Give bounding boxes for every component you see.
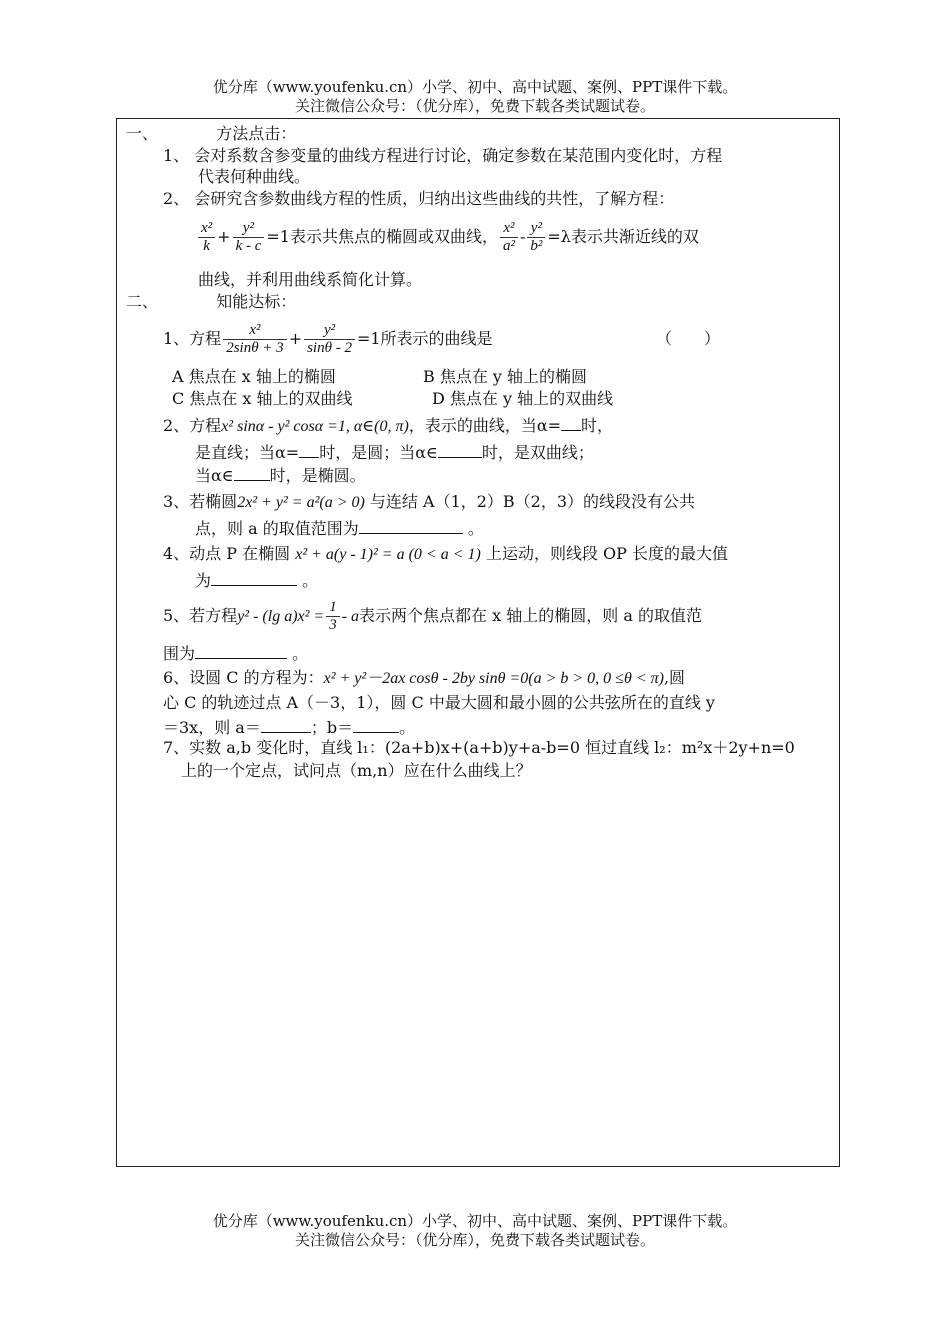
q1-answer-paren: （ ） xyxy=(656,329,721,348)
footer-line-2: 关注微信公众号：（优分库），免费下载各类试题试卷。 xyxy=(294,1231,655,1249)
question-3-line-2: 点，则 a 的取值范围为 。 xyxy=(195,519,484,538)
header-line-1: 优分库（www.youfenku.cn）小学、初中、高中试题、案例、PPT课件下载。 xyxy=(212,78,738,96)
eq1-fraction-a: $\frac{\text{x²}}{k}$ xyxy=(198,220,215,255)
question-4-line-2: 为 。 xyxy=(195,571,319,590)
eq1-fraction-b: $\frac{\text{y²}}{k - c}$ xyxy=(233,220,265,255)
question-2-line-1: 2、方程x² sinα - y² cosα =1, α∈(0, π)，表示的曲线，当α= 时， xyxy=(163,416,614,435)
q3-equation: 2x² + y² = a²(a > 0) xyxy=(237,494,365,511)
question-7-line-1: 7、实数 a,b 变化时，直线 l₁：(2a+b)x+(a+b)y+a-b=0 恒过直线 l₂：m²x＋2y+n=0 xyxy=(163,738,795,757)
question-2-line-2: 是直线；当α= 时，是圆；当α∈ 时，是双曲线； xyxy=(195,443,594,462)
q2-blank-1[interactable] xyxy=(561,414,581,431)
q1-option-d: D 焦点在 y 轴上的双曲线 xyxy=(432,389,614,408)
section-2-heading xyxy=(126,292,296,312)
q3-blank[interactable] xyxy=(359,517,463,534)
question-6-line-3: ＝3x，则 a＝ ；b＝ 。 xyxy=(163,718,416,737)
section-2-title: 知能达标： xyxy=(216,292,297,311)
s1-equation-line: $\frac{\text{x²}}{k}$ + $\frac{\text{y²}}{k - c}$ =1表示共焦点的椭圆或双曲线， $\frac{\text{x²}}{\text{a²}}$ - $\frac{\text{y²}}{\text{b²}}$ =λ表示共渐近线的双 xyxy=(196,213,699,261)
q1-fraction-b: $\frac{\text{y²}}{\sin\theta - 2}$ xyxy=(304,322,355,357)
q6-blank-a[interactable] xyxy=(261,716,311,733)
q1-fraction-a: $\frac{\text{x²}}{2\sin\theta + 3}$ xyxy=(223,322,287,357)
eq2-fraction-a: $\frac{\text{x²}}{\text{a²}}$ xyxy=(500,220,518,255)
page-footer xyxy=(0,1212,950,1250)
footer-line-1: 优分库（www.youfenku.cn）小学、初中、高中试题、案例、PPT课件下载。 xyxy=(212,1212,738,1230)
q6-equation: x² + y²－2ax cosθ - 2by sinθ =0(a > b > 0, 0 ≤θ < π) xyxy=(323,670,664,687)
section-1-number: 一、 xyxy=(126,124,159,143)
q4-equation: x² + a(y - 1)² = a (0 < a < 1) xyxy=(295,546,481,563)
q2-blank-4[interactable] xyxy=(234,464,270,481)
question-6-line-2: 心 C 的轨迹过点 A（－3，1），圆 C 中最大圆和最小圆的公共弦所在的直线 y xyxy=(163,693,715,712)
question-3-line-1: 3、若椭圆2x² + y² = a²(a > 0) 与连结 A（1，2）B（2，3）的线段没有公共 xyxy=(163,492,696,511)
q2-blank-2[interactable] xyxy=(299,441,319,458)
question-5-line-2: 围为 。 xyxy=(163,644,309,663)
question-7-line-2: 上的一个定点，试问点（m,n）应在什么曲线上？ xyxy=(181,761,532,780)
section-1-heading xyxy=(126,124,296,144)
q6-blank-b[interactable] xyxy=(353,716,399,733)
eq2-fraction-b: $\frac{\text{y²}}{\text{b²}}$ xyxy=(527,220,545,255)
question-6-line-1: 6、设圆 C 的方程为：x² + y²－2ax cosθ - 2by sinθ =0(a > b > 0, 0 ≤θ < π),圆 xyxy=(163,668,686,687)
question-5-line-1: 5、若方程y² - (lg a)x² = $\frac{1}{3}$ - a表示两个焦点都在 x 轴上的椭圆，则 a 的取值范 xyxy=(163,599,702,633)
page-header xyxy=(0,78,950,116)
eq2-text: =λ表示共渐近线的双 xyxy=(547,227,699,246)
q2-equation: x² sinα - y² cosα =1, α∈(0, π) xyxy=(221,418,409,435)
s1-item-2-line-4: 曲线，并利用曲线系简化计算。 xyxy=(198,270,423,289)
s1-item-1-line-1: 1、 会对系数含参变量的曲线方程进行讨论，确定参数在某范围内变化时，方程 xyxy=(163,146,723,165)
q5-fraction: $\frac{1}{3}$ xyxy=(326,599,340,634)
s1-item-1-line-2: 代表何种曲线。 xyxy=(198,167,311,186)
section-2-number: 二、 xyxy=(126,292,159,311)
q2-blank-3[interactable] xyxy=(438,441,482,458)
q4-blank[interactable] xyxy=(211,569,297,586)
eq1-text: =1表示共焦点的椭圆或双曲线， xyxy=(266,227,498,246)
q1-option-a: A 焦点在 x 轴上的椭圆 xyxy=(172,367,336,386)
header-line-2: 关注微信公众号：（优分库），免费下载各类试题试卷。 xyxy=(294,97,655,115)
q1-option-c: C 焦点在 x 轴上的双曲线 xyxy=(172,389,353,408)
q5-blank[interactable] xyxy=(195,642,287,659)
section-1-title: 方法点击： xyxy=(216,124,297,143)
question-4-line-1: 4、动点 P 在椭圆 x² + a(y - 1)² = a (0 < a < 1) 上运动，则线段 OP 长度的最大值 xyxy=(163,544,728,563)
question-1: 1、方程 $\frac{\text{x²}}{2\sin\theta + 3}$ + $\frac{\text{y²}}{\sin\theta - 2}$ =1所表示的曲线是 xyxy=(163,322,493,356)
s1-item-2-line-1: 2、 会研究含参数曲线方程的性质，归纳出这些曲线的共性，了解方程： xyxy=(163,189,675,208)
question-2-line-3: 当α∈ 时，是椭圆。 xyxy=(195,466,366,485)
q1-option-b: B 焦点在 y 轴上的椭圆 xyxy=(423,367,588,386)
